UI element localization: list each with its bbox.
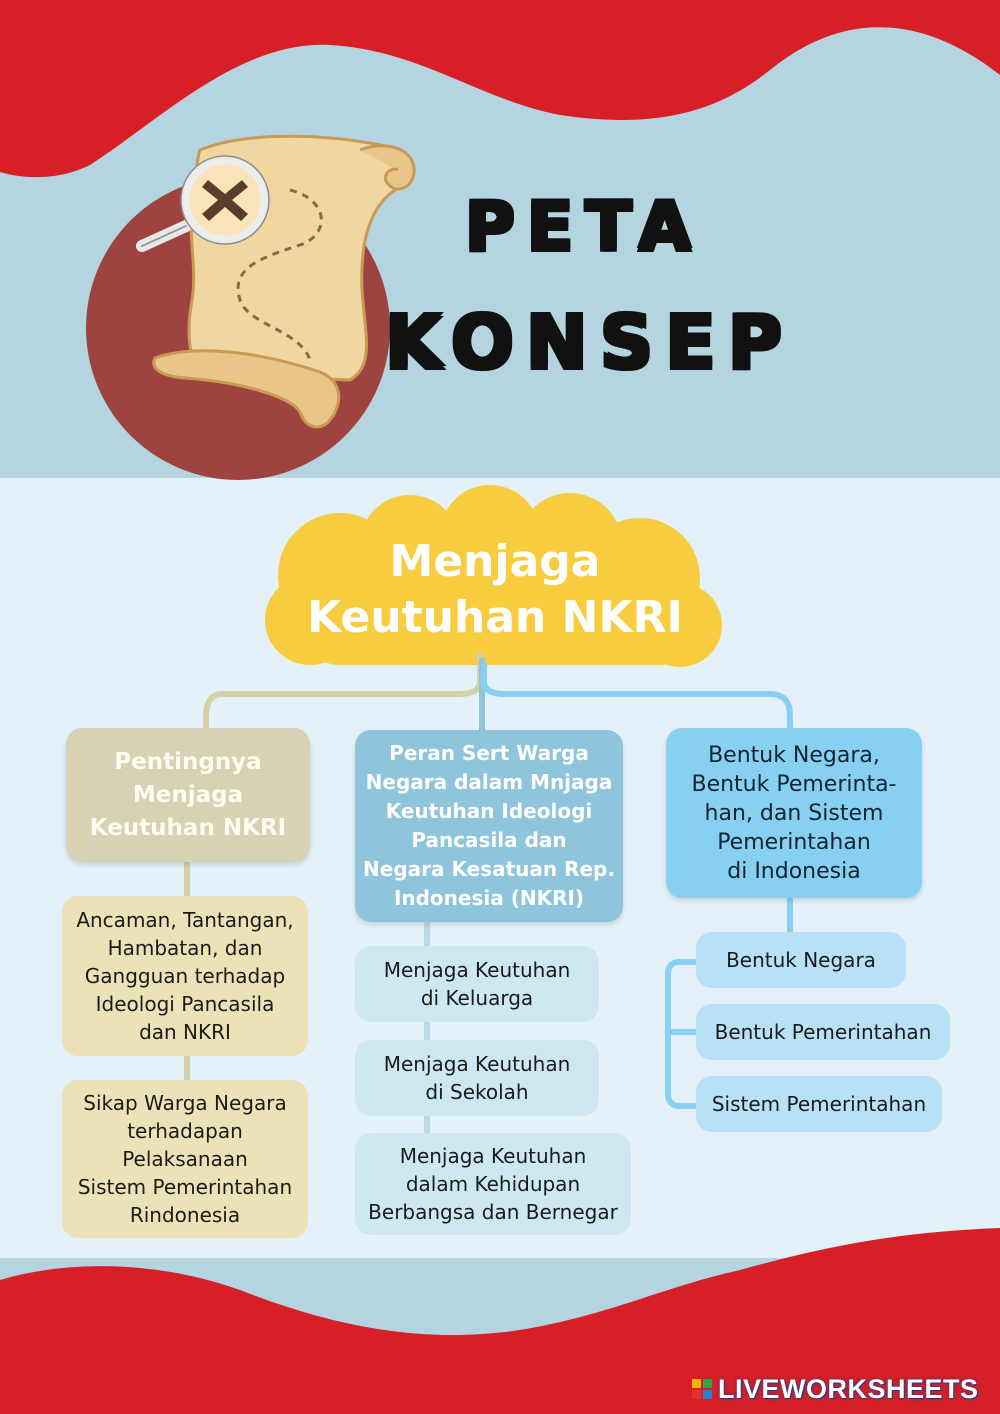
right-branch-item: Sistem Pemerintahan xyxy=(696,1076,942,1132)
left-branch-item: Sikap Warga Negara terhadapan Pelaksanaan Sistem Pemerintahan Rindonesia xyxy=(62,1080,308,1238)
middle-branch-item: Menjaga Keutuhan di Keluarga xyxy=(355,946,599,1022)
middle-branch-heading: Peran Sert Warga Negara dalam Mnjaga Keutuhan Ideologi Pancasila dan Negara Kesatuan Rep. Indonesia (NKRI) xyxy=(355,730,623,922)
liveworksheets-logo-text: LIVEWORKSHEETS xyxy=(718,1373,979,1404)
right-branch-item: Bentuk Negara xyxy=(696,932,906,988)
main-topic xyxy=(275,530,715,650)
main-topic-line-2: Keutuhan NKRI xyxy=(307,592,683,643)
main-topic-line-1: Menjaga xyxy=(389,536,601,587)
middle-branch-item: Menjaga Keutuhan di Sekolah xyxy=(355,1040,599,1116)
map-scroll-illustration xyxy=(86,136,414,480)
right-branch-item: Bentuk Pemerintahan xyxy=(696,1004,950,1060)
poster-title-line-1: PETA xyxy=(465,188,704,267)
left-branch-heading: Pentingnya Menjaga Keutuhan NKRI xyxy=(66,728,310,862)
liveworksheets-logo[interactable] xyxy=(692,1374,979,1404)
poster-title-line-2: KONSEP xyxy=(385,300,794,386)
top-red-wave xyxy=(0,0,1000,177)
middle-branch-item: Menjaga Keutuhan dalam Kehidupan Berbangsa dan Bernegar xyxy=(355,1133,631,1235)
right-branch-heading: Bentuk Negara, Bentuk Pemerinta- han, dan Sistem Pemerintahan di Indonesia xyxy=(666,728,922,898)
left-branch-item: Ancaman, Tantangan, Hambatan, dan Gangguan terhadap Ideologi Pancasila dan NKRI xyxy=(62,896,308,1056)
liveworksheets-mark-icon xyxy=(692,1379,712,1399)
